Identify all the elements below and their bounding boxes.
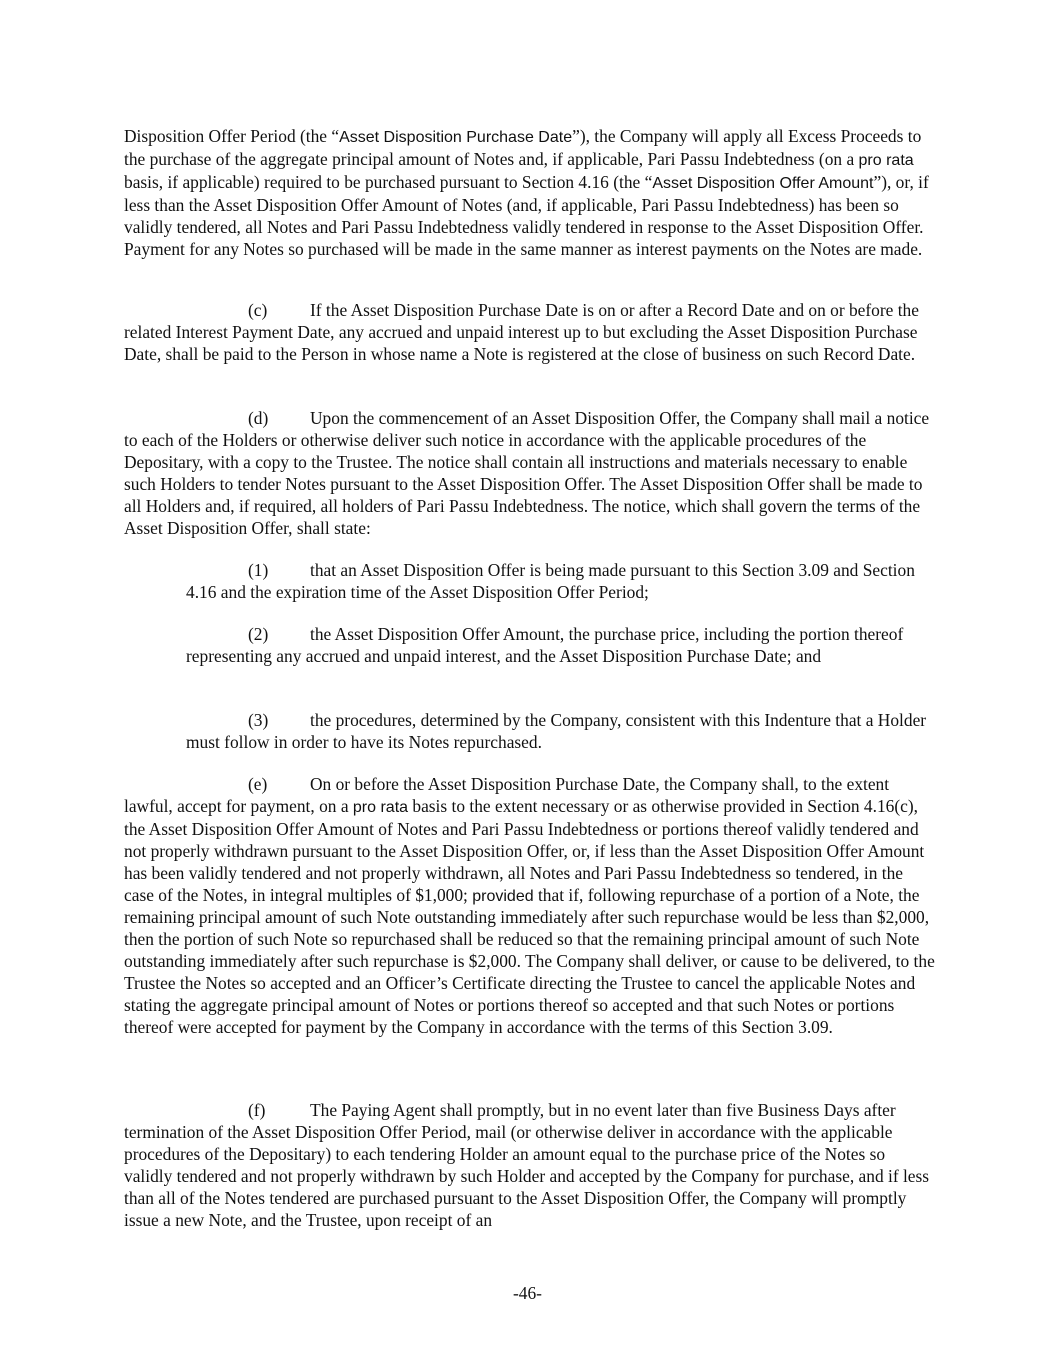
paragraph-3: (3) the procedures, determined by the Company, consistent with this Indenture that a Holder must follow in order to have its Notes repurchased. bbox=[186, 710, 927, 752]
paragraph-2: (2) the Asset Disposition Offer Amount, the purchase price, including the portion thereof representing any accrued and unpaid interest, and the Asset Disposition Purchase Date; and bbox=[186, 624, 904, 666]
defined-term: Asset Disposition Purchase Date bbox=[339, 129, 573, 146]
page-number: -46- bbox=[513, 1283, 542, 1303]
paragraph-f: (f) The Paying Agent shall promptly, but in no event later than five Business Days after termination of the Asset Disposition Offer Period, mail (or otherwise deliver in accordance with the applicable procedures of the Depositary) to each tendering Holder an amount equal to the purchase price of the Notes so validly tendered and not properly withdrawn by such Holder and accepted by the Company for purchase, and if less than all of the Notes tendered are purchased pursuant to the Asset Disposition Offer, the Company will promptly issue a new Note, and the Trustee, upon receipt of an bbox=[124, 1100, 930, 1230]
paragraph-c: (c) If the Asset Disposition Purchase Date is on or after a Record Date and on or before the related Interest Payment Date, any accrued and unpaid interest up to but excluding the Asset Disposition Purchase Date, shall be paid to the Person in whose name a Note is registered at the close of business on such Record Date. bbox=[124, 300, 919, 364]
defined-term: pro rata bbox=[858, 151, 914, 169]
defined-term: provided bbox=[472, 887, 534, 905]
paragraph-marker: (f) bbox=[248, 1100, 266, 1120]
paragraph-marker: (2) bbox=[248, 624, 269, 644]
paragraph-d: (d) Upon the commencement of an Asset Disposition Offer, the Company shall mail a notice to each of the Holders or otherwise deliver such notice in accordance with the applicable procedures of the Depositary, with a copy to the Trustee. The notice shall contain all instructions and materials necessary to enable such Holders to tender Notes pursuant to the Asset Disposition Offer. The Asset Disposition Offer shall be made to all Holders and, if required, all holders of Pari Passu Indebtedness. The notice, which shall govern the terms of the Asset Disposition Offer, shall state: bbox=[124, 408, 930, 538]
paragraph-intro: Disposition Offer Period (the “Asset Disposition Purchase Date”), the Company will apply all Excess Proceeds to the purchase of the aggregate principal amount of Notes and, if applicable, Pari Passu Indebtedness (on a pro rata basis, if applicable) required to be purchased pursuant to Section 4.16 (the “Asset Disposition Offer Amount”), or, if less than the Asset Disposition Offer Amount of Notes (and, if applicable, Pari Passu Indebtedness) has been so validly tendered, all Notes and Pari Passu Indebtedness validly tendered in response to the Asset Disposition Offer. Payment for any Notes so purchased will be made in the same manner as interest payments on the Notes are made. bbox=[124, 126, 929, 259]
paragraph-marker: (d) bbox=[248, 408, 269, 428]
defined-term: Asset Disposition Offer Amount bbox=[652, 174, 874, 192]
paragraph-marker: (3) bbox=[248, 710, 269, 730]
paragraph-marker: (1) bbox=[248, 560, 269, 580]
defined-term: pro rata bbox=[352, 798, 409, 816]
paragraph-marker: (e) bbox=[248, 774, 268, 794]
paragraph-marker: (c) bbox=[248, 300, 268, 320]
paragraph-1: (1) that an Asset Disposition Offer is being made pursuant to this Section 3.09 and Section 4.16 and the expiration time of the Asset Disposition Offer Period; bbox=[186, 560, 915, 602]
paragraph-e: (e) On or before the Asset Disposition Purchase Date, the Company shall, to the extent lawful, accept for payment, on a pro rata basis to the extent necessary or as otherwise provided in Section 4.16(c), the Asset Disposition Offer Amount of Notes and Pari Passu Indebtedness or portions thereof validly tendered and not properly withdrawn pursuant to the Asset Disposition Offer, or, if less than the Asset Disposition Offer Amount has been validly tendered and not properly withdrawn, all Notes and Pari Passu Indebtedness so tendered, in the case of the Notes, in integral multiples of $1,000; provided that if, following repurchase of a portion of a Note, the remaining principal amount of such Note outstanding immediately after such repurchase would be less than $2,000, then the portion of such Note so repurchased shall be reduced so that the remaining principal amount of such Note outstanding immediately after such repurchase is $2,000. The Company shall deliver, or cause to be delivered, to the Trustee the Notes so accepted and an Officer’s Certificate directing the Trustee to cancel the applicable Notes and stating the aggregate principal amount of Notes or portions thereof so accepted and that such Notes or portions thereof were accepted for payment by the Company in accordance with the terms of this Section 3.09. bbox=[124, 774, 935, 1037]
